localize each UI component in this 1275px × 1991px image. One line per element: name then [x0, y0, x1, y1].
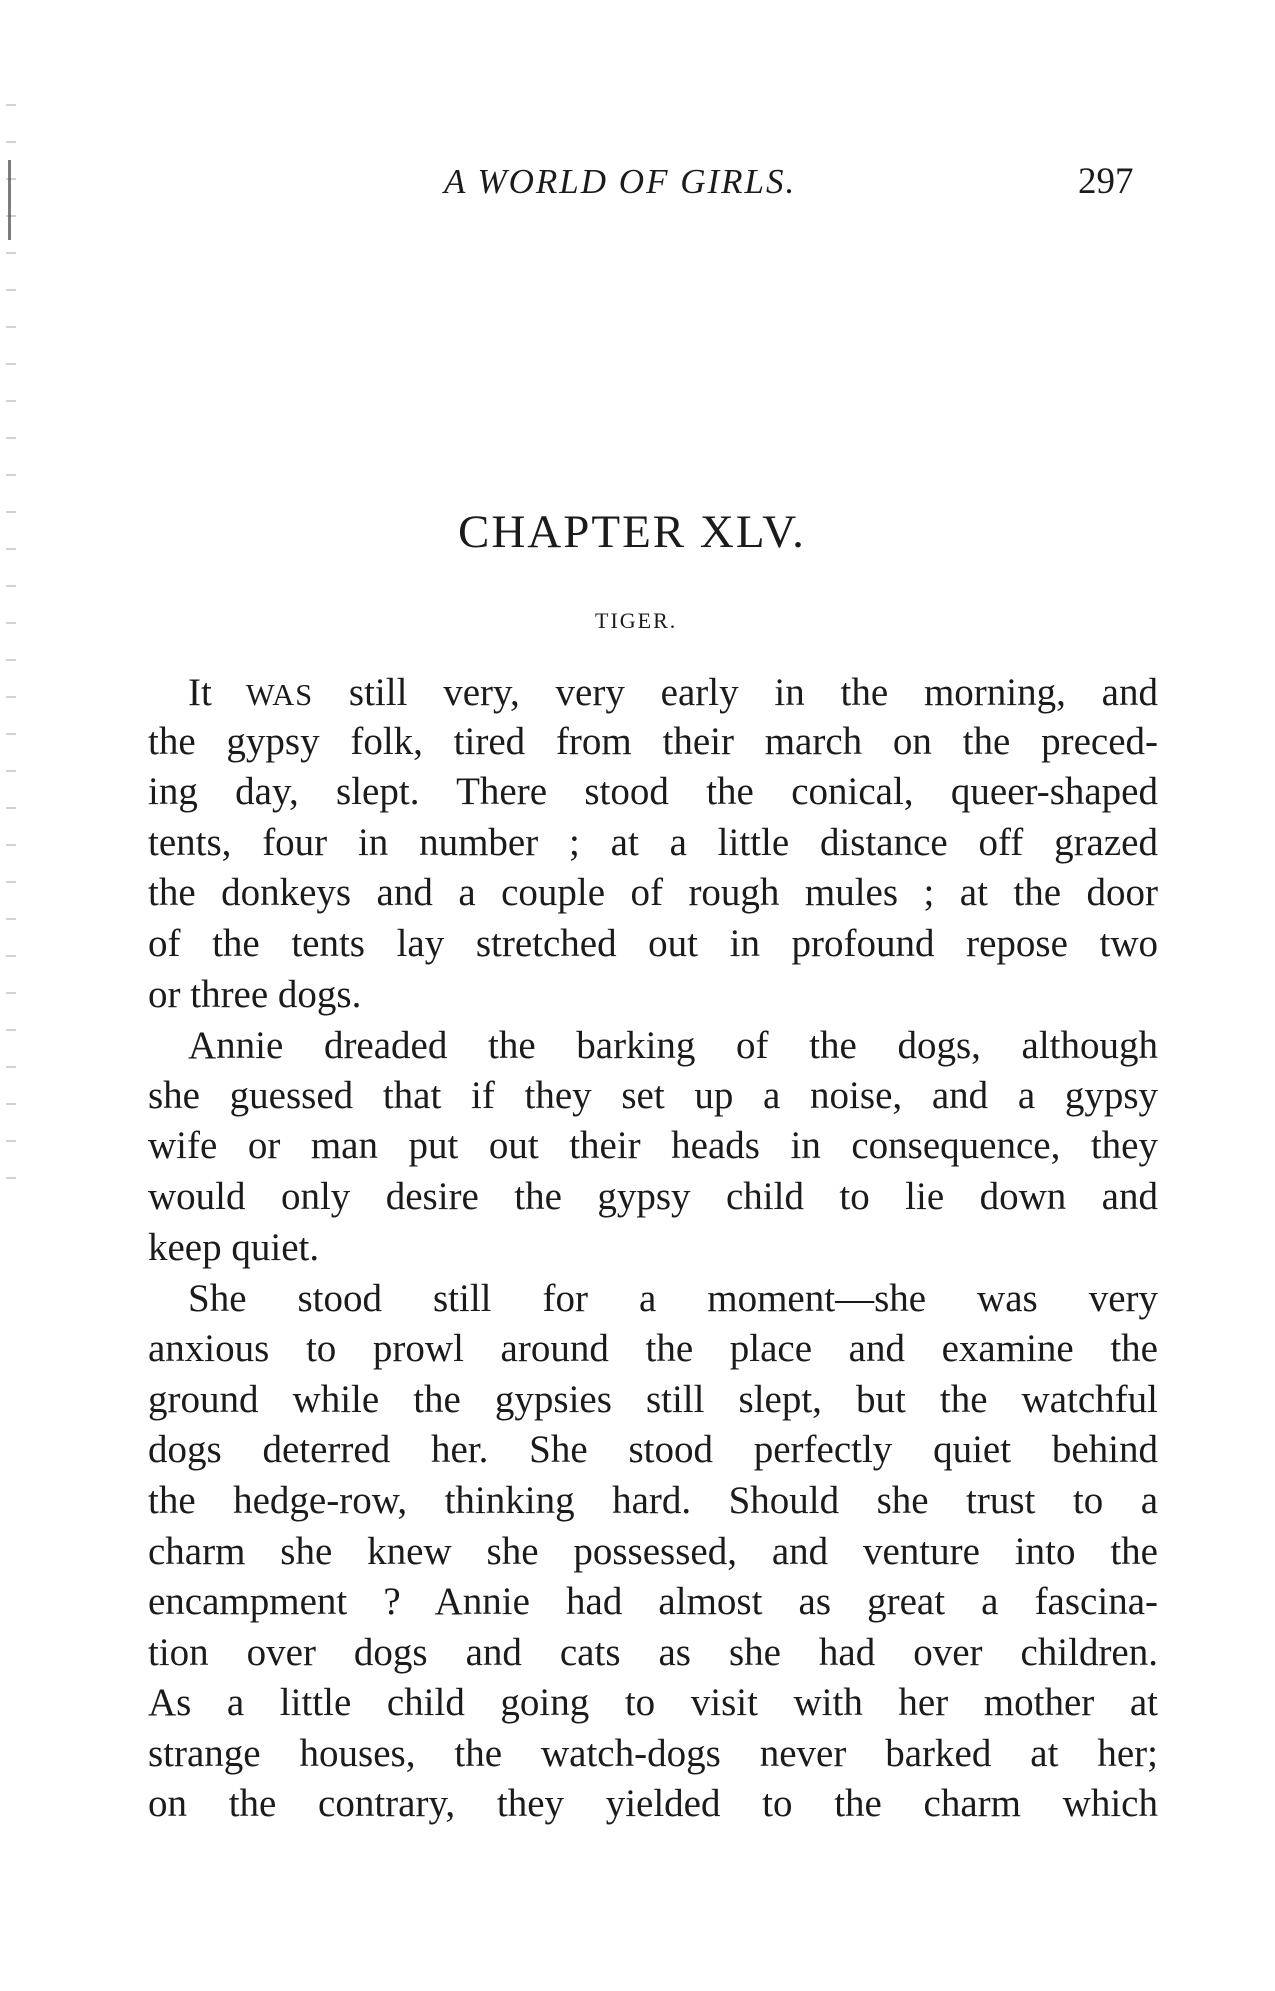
gutter-edge-shadow	[8, 160, 11, 240]
text-line: dogs deterred her. She stood perfectly quiet behind	[148, 1428, 1158, 1471]
text-line: She stood still for a moment—she was very	[188, 1277, 1158, 1320]
text-line: anxious to prowl around the place and examine the	[148, 1327, 1158, 1370]
text-line: encampment ? Annie had almost as great a fascina-	[148, 1580, 1158, 1623]
text-line	[188, 670, 1158, 715]
text-line: ing day, slept. There stood the conical, queer-shaped	[148, 770, 1158, 813]
page-number: 297	[1078, 161, 1134, 202]
text-line: on the contrary, they yielded to the charm which	[148, 1782, 1158, 1825]
text-line: of the tents lay stretched out in profound repose two	[148, 922, 1158, 965]
text-line: tents, four in number ; at a little distance off grazed	[148, 821, 1158, 864]
text-line: Annie dreaded the barking of the dogs, although	[188, 1024, 1158, 1067]
text-line: strange houses, the watch-dogs never barked at her;	[148, 1732, 1158, 1775]
text-line: the donkeys and a couple of rough mules ; at the door	[148, 871, 1158, 914]
text-line: the gypsy folk, tired from their march on the preced-	[148, 720, 1158, 763]
text-line: keep quiet.	[148, 1226, 320, 1269]
text-line: charm she knew she possessed, and venture into the	[148, 1530, 1158, 1573]
chapter-title: TIGER.	[595, 608, 678, 633]
gutter-binding-marks	[6, 90, 16, 1190]
text-line: ground while the gypsies still slept, but the watchful	[148, 1378, 1158, 1421]
running-title: A WORLD OF GIRLS.	[444, 162, 797, 201]
text-line: she guessed that if they set up a noise, and a gypsy	[148, 1074, 1158, 1117]
small-caps-word: WAS	[211, 678, 314, 712]
text-line: or three dogs.	[148, 973, 362, 1016]
text-line: As a little child going to visit with her mother at	[148, 1681, 1158, 1724]
text-line: wife or man put out their heads in consequence, they	[148, 1124, 1158, 1167]
drop-word: It	[188, 671, 212, 714]
chapter-heading: CHAPTER XLV.	[458, 506, 806, 558]
text-line: the hedge-row, thinking hard. Should she trust to a	[148, 1479, 1158, 1522]
line-remainder: still very, very early in the morning, and	[313, 671, 1158, 714]
text-line: would only desire the gypsy child to lie down and	[148, 1175, 1158, 1218]
text-line: tion over dogs and cats as she had over children.	[148, 1631, 1158, 1674]
